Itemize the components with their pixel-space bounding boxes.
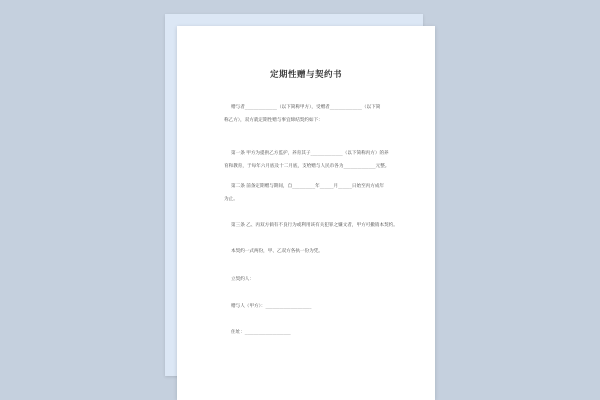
text-line: 赠与者______________（以下简称甲方），受赠者______________（以下简 bbox=[231, 105, 381, 110]
document-title: 定期性赠与契约书 bbox=[269, 70, 342, 80]
text-line: 第二条 前条定期赠与期间，自__________年______月______日始至丙方成年 bbox=[231, 184, 385, 189]
text-line: 称乙方），双方就定期性赠与事宜缔结契约如下： bbox=[224, 118, 323, 123]
text-line: 育和教育，于每年六月底及十二月底，支给赠与人民币各为______________元整。 bbox=[224, 164, 390, 169]
text-line: 为止。 bbox=[224, 197, 238, 202]
document-page bbox=[177, 26, 435, 400]
text-line: 第一条 甲方为提供乙方监护，养育其子______________（以下简称丙方）的养 bbox=[231, 151, 389, 156]
text-line: 住址：____________________ bbox=[231, 330, 291, 335]
text-line: 第三条 乙、丙双方倘有不良行为或利用该有关犯罪之嫌文者，甲方可撤销本契约。 bbox=[231, 223, 398, 228]
text-line: 立契约人： bbox=[231, 277, 254, 282]
text-line: 本契约一式两份，甲、乙双方各执一份为凭。 bbox=[231, 249, 323, 254]
text-line: 赠与人（甲方）：____________________ bbox=[231, 304, 312, 309]
